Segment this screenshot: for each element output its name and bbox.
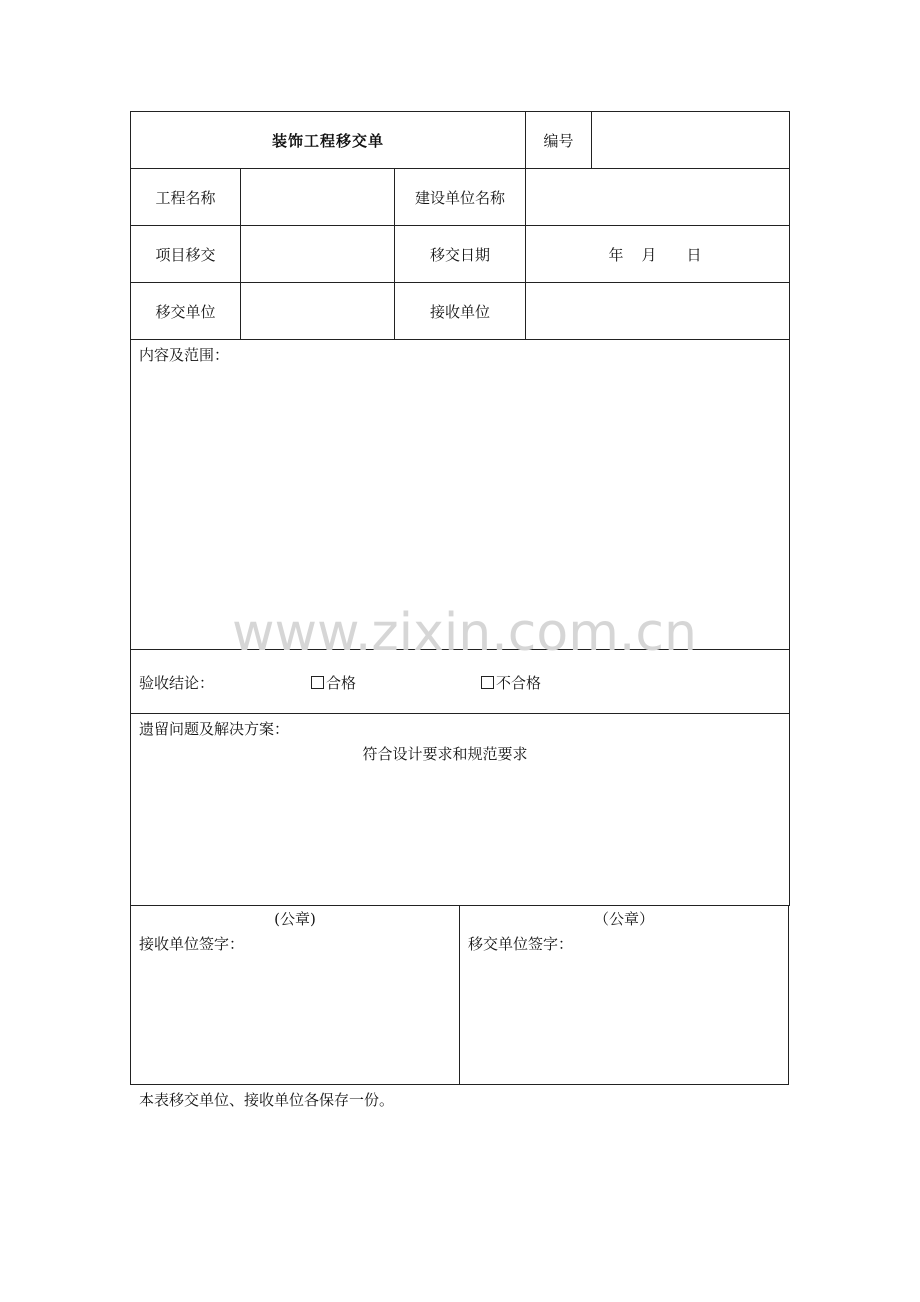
- date-month: 月: [641, 245, 657, 264]
- transfer-unit-label: 移交单位: [131, 283, 241, 340]
- verdict-label: 验收结论：: [139, 674, 215, 692]
- builder-name-label: 建设单位名称: [395, 169, 526, 226]
- fail-option-label: 不合格: [496, 674, 542, 692]
- receiver-signature-cell[interactable]: [131, 906, 460, 1085]
- date-year: 年: [608, 245, 624, 264]
- pass-option[interactable]: [311, 672, 356, 693]
- watermark: www.zixin.com.cn: [232, 603, 697, 663]
- handover-form: [130, 111, 789, 1085]
- number-field[interactable]: [592, 112, 790, 169]
- transferor-signature-cell[interactable]: [460, 906, 789, 1085]
- project-name-field[interactable]: [241, 169, 395, 226]
- transferor-seal: （公章）: [593, 910, 654, 928]
- signature-table: [130, 905, 789, 1085]
- item-field[interactable]: [241, 226, 395, 283]
- pass-option-label: 合格: [326, 674, 357, 692]
- receiver-seal: (公章): [274, 910, 316, 928]
- receiver-signature-label: 接收单位签字：: [139, 935, 245, 953]
- transfer-unit-field[interactable]: [241, 283, 395, 340]
- footer-note: 本表移交单位、接收单位各保存一份。: [139, 1091, 395, 1109]
- number-label: 编号: [526, 112, 592, 169]
- project-name-label: 工程名称: [131, 169, 241, 226]
- date-day: 日: [686, 245, 702, 264]
- date-field[interactable]: [526, 226, 790, 283]
- receive-unit-label: 接收单位: [395, 283, 526, 340]
- date-label: 移交日期: [395, 226, 526, 283]
- transferor-signature-label: 移交单位签字：: [468, 935, 574, 953]
- content-scope-section[interactable]: [131, 340, 790, 650]
- fail-checkbox[interactable]: [481, 676, 494, 689]
- content-scope-label: 内容及范围：: [139, 346, 230, 364]
- verdict-section: [131, 650, 790, 714]
- fail-option[interactable]: [481, 672, 541, 693]
- issues-text: 符合设计要求和规范要求: [362, 745, 528, 763]
- builder-name-field[interactable]: [526, 169, 790, 226]
- receive-unit-field[interactable]: [526, 283, 790, 340]
- form-title: 装饰工程移交单: [131, 112, 526, 169]
- pass-checkbox[interactable]: [311, 676, 324, 689]
- form-table: [130, 111, 790, 906]
- item-label: 项目移交: [131, 226, 241, 283]
- issues-section[interactable]: [131, 714, 790, 906]
- issues-label: 遗留问题及解决方案：: [139, 720, 290, 738]
